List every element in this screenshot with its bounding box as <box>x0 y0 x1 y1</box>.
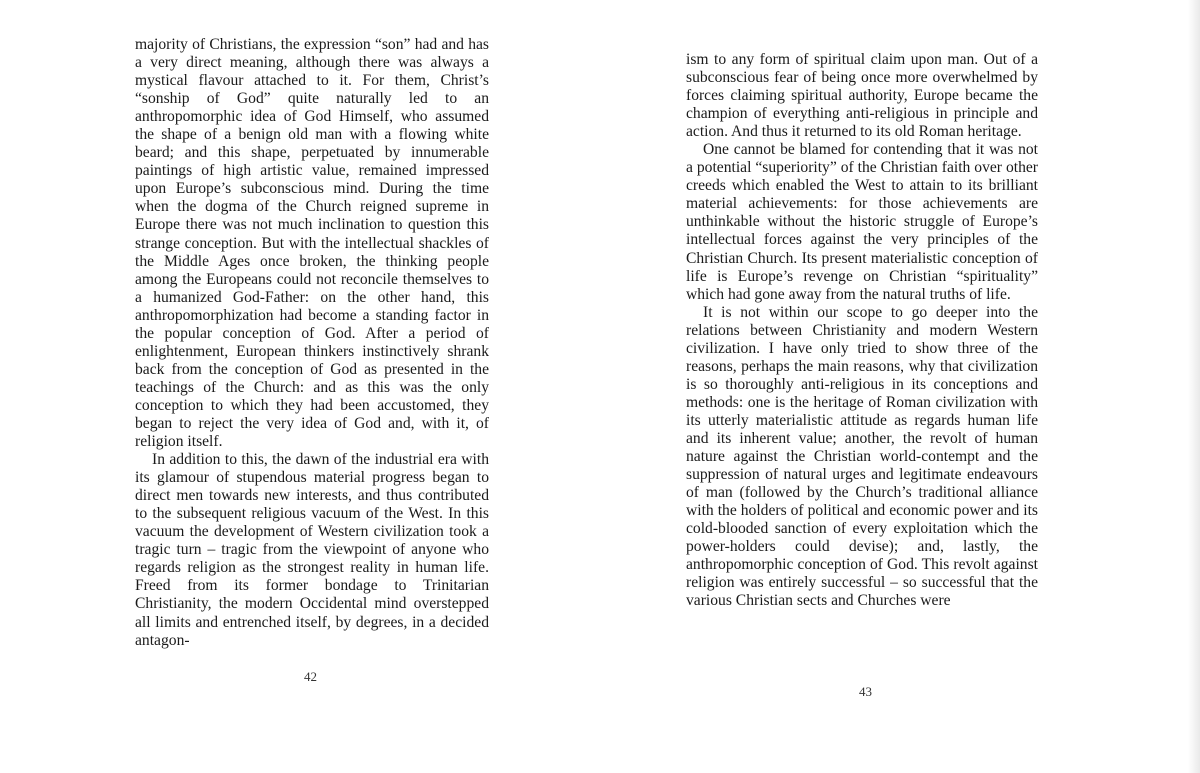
page-edge-shadow <box>1188 0 1200 773</box>
left-page-text <box>135 36 489 650</box>
right-paragraph-1: ism to any form of spiritual claim upon man. Out of a subconscious fear of being once more overwhelmed by forces claiming spiritual authority, Europe became the champion of everything anti-religious in principle and action. And thus it returned to its old Roman heritage. <box>686 51 1038 141</box>
left-paragraph-2: In addition to this, the dawn of the industrial era with its glamour of stupendous material progress began to direct men towards new interests, and thus contributed to the subsequent religious vacuum of the West. In this vacuum the development of Western civilization took a tragic turn – tragic from the viewpoint of anyone who regards religion as the strongest reality in human life. Freed from its former bondage to Trinitarian Christianity, the modern Occidental mind overstepped all limits and entrenched itself, by degrees, in a decided antagon- <box>135 451 489 649</box>
left-paragraph-1: majority of Christians, the expression “son” had and has a very direct meaning, although there was always a mystical flavour attached to it. For them, Christ’s “sonship of God” quite naturally led to an anthropomorphic idea of God Himself, who assumed the shape of a benign old man with a flowing white beard; and this shape, perpetuated by innumerable paintings of high artistic value, remained impressed upon Europe’s subconscious mind. During the time when the dogma of the Church reigned supreme in Europe there was not much inclination to question this strange conception. But with the intellectual shackles of the Middle Ages once broken, the thinking people among the Europeans could not reconcile themselves to a humanized God-Father: on the other hand, this anthropomorphization had become a standing factor in the popular conception of God. After a period of enlightenment, European thinkers instinctively shrank back from the conception of God as presented in the teachings of the Church: and as this was the only conception to which they had been accustomed, they began to reject the very idea of God and, with it, of religion itself. <box>135 36 489 451</box>
right-paragraph-2: One cannot be blamed for contending that it was not a potential “superiority” of the Christian faith over other creeds which enabled the West to attain to its brilliant material achievements: for those achievements are unthinkable without the historic struggle of Europe’s intellectual forces against the very principles of the Christian Church. Its present materialistic conception of life is Europe’s revenge on Christian “spirituality” which had gone away from the natural truths of life. <box>686 141 1038 303</box>
left-page-number: 42 <box>304 669 317 684</box>
right-page-text <box>686 51 1038 610</box>
right-paragraph-3: It is not within our scope to go deeper into the relations between Christianity and modern Western civilization. I have only tried to show three of the reasons, perhaps the main reasons, why that civilization is so thoroughly anti-religious in its conceptions and methods: one is the heritage of Roman civilization with its utterly materialistic attitude as regards human life and its inherent value; another, the revolt of human nature against the Christian world-contempt and the suppression of natural urges and legitimate endeavours of man (followed by the Church’s traditional alliance with the holders of political and economic power and its cold-blooded sanction of every exploitation which the power-holders could devise); and, lastly, the anthropomorphic conception of God. This revolt against religion was entirely successful – so successful that the various Christian sects and Churches were <box>686 303 1038 610</box>
right-page-number: 43 <box>859 684 872 699</box>
right-page <box>600 0 1200 773</box>
